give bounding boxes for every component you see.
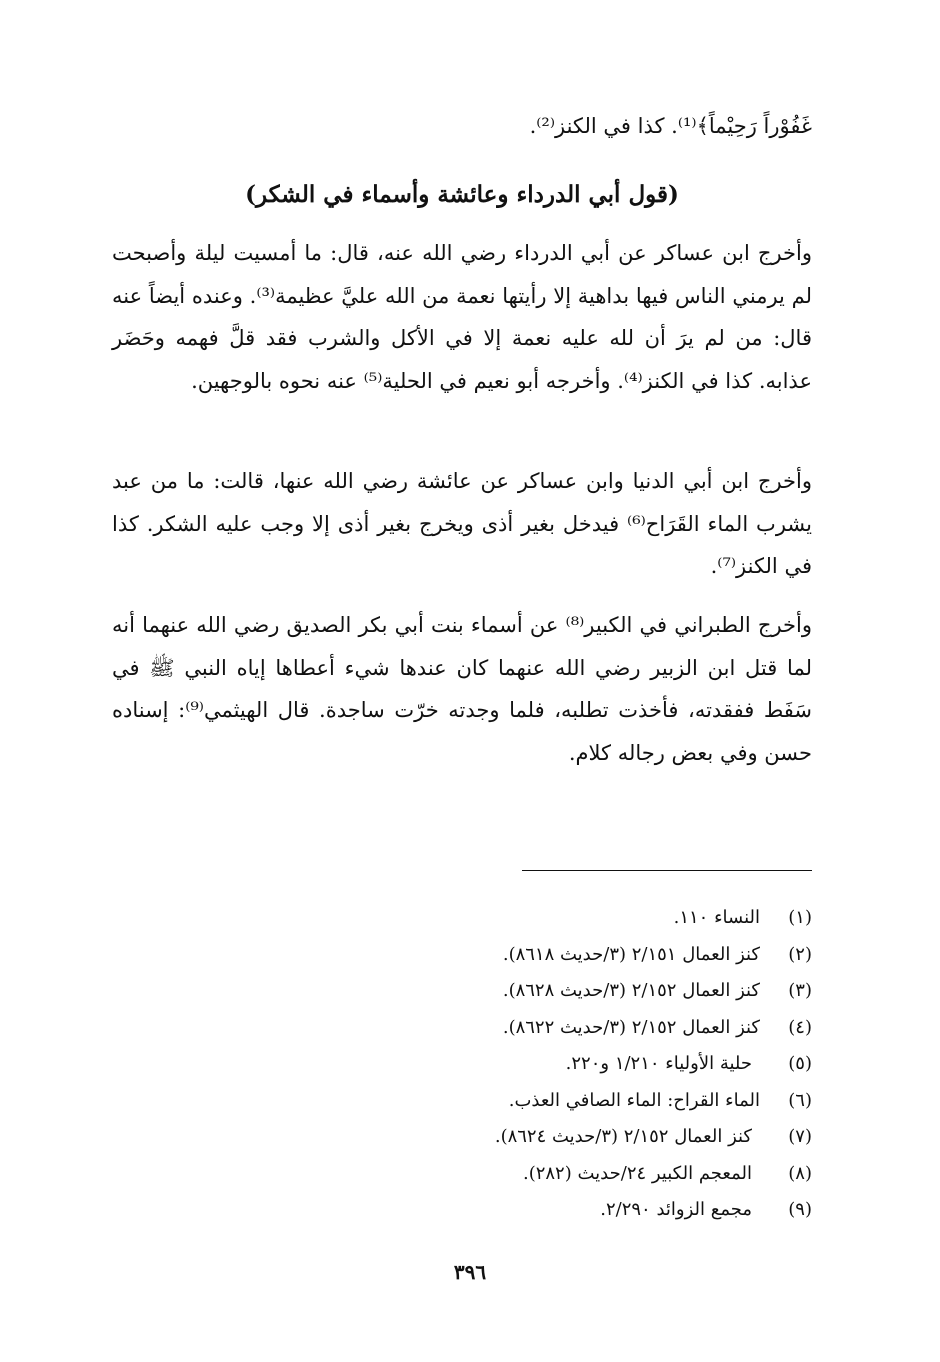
footnote-number: (٦) [788, 1089, 812, 1111]
footnote-text: كنز العمال ٢/١٥١ (٣/حديث ٨٦١٨). [502, 943, 760, 965]
footnote-number: (٧) [788, 1126, 812, 1147]
footnote-text: النساء ١١٠. [673, 907, 760, 928]
section-heading: (قول أبي الدرداء وعائشة وأسماء في الشكر) [245, 181, 679, 208]
continuation-text: غَفُوْراً رَحِيْماً﴾⁽¹⁾. كذا في الكنز⁽²⁾. [529, 114, 812, 138]
footnote-text: الماء القراح: الماء الصافي العذب. [508, 1089, 760, 1111]
footnote-number: (٩) [788, 1199, 812, 1220]
footnote-item [212, 1119, 812, 1156]
footnote-separator [522, 870, 812, 871]
footnote-text: كنز العمال ٢/١٥٢ (٣/حديث ٨٦٢٢). [502, 1016, 760, 1038]
footnote-text: مجمع الزوائد ٢/٢٩٠. [600, 1199, 752, 1220]
footnote-number: (٨) [788, 1162, 812, 1184]
footnote-item [212, 973, 812, 1010]
page-number: ٣٩٦ [453, 1260, 487, 1284]
footnote-text: حلية الأولياء ١/٢١٠ و٢٢٠. [565, 1053, 752, 1074]
footnote-item [212, 1156, 812, 1193]
paragraph-text: وأخرج ابن عساكر عن أبي الدرداء رضي الله عنه، قال: ما أمسيت ليلة وأصبحت لم يرمني الناس فيها بداهية إلا رأيتها نعمة من الله عليَّ عظيمة⁽³⁾. وعنده أيضاً عنه قال: من لم يرَ أن لله عليه نعمة إلا في الأكل والشرب فقد قلَّ فهمه وحَضَر عذابه. كذا في الكنز⁽⁴⁾. وأخرجه أبو نعيم في الحلية⁽⁵⁾ عنه نحوه بالوجهين. [112, 241, 812, 393]
footnote-text: المعجم الكبير ٢٤/حديث (٢٨٢). [522, 1162, 752, 1184]
paragraph-abu-darda [112, 232, 812, 402]
footnote-item [212, 900, 812, 937]
footnote-text: كنز العمال ٢/١٥٢ (٣/حديث ٨٦٢٤). [494, 1126, 752, 1147]
footnote-item [212, 1046, 812, 1083]
footnotes-list [212, 900, 812, 1229]
paragraph-aisha [112, 460, 812, 588]
footnote-item [212, 1083, 812, 1120]
paragraph-asma [112, 604, 812, 774]
paragraph-text: وأخرج الطبراني في الكبير⁽⁸⁾ عن أسماء بنت أبي بكر الصديق رضي الله عنهما أنه لما قتل ابن الزبير رضي الله عنهما كان عندها شيء أعطاها إياه النبي ﷺ في سَفَط ففقدته، فأخذت تطلبه، فلما وجدته خرّت ساجدة. قال الهيثمي⁽⁹⁾: إسناده حسن وفي بعض رجاله كلام. [112, 613, 812, 765]
footnote-item [212, 1192, 812, 1229]
paragraph-text: وأخرج ابن أبي الدنيا وابن عساكر عن عائشة رضي الله عنها، قالت: ما من عبد يشرب الماء القَرَاح⁽⁶⁾ فيدخل بغير أذى ويخرج بغير أذى إلا وجب عليه الشكر. كذا في الكنز⁽⁷⁾. [112, 469, 812, 579]
footnote-item [212, 1010, 812, 1047]
footnote-text: كنز العمال ٢/١٥٢ (٣/حديث ٨٦٢٨). [502, 980, 760, 1001]
footnote-number: (٣) [788, 980, 812, 1001]
footnote-number: (٢) [788, 943, 812, 965]
footnote-number: (٥) [788, 1053, 812, 1074]
continuation-line [112, 105, 812, 148]
footnote-number: (٤) [788, 1016, 812, 1038]
footnote-number: (١) [788, 907, 812, 928]
footnote-item [212, 937, 812, 974]
